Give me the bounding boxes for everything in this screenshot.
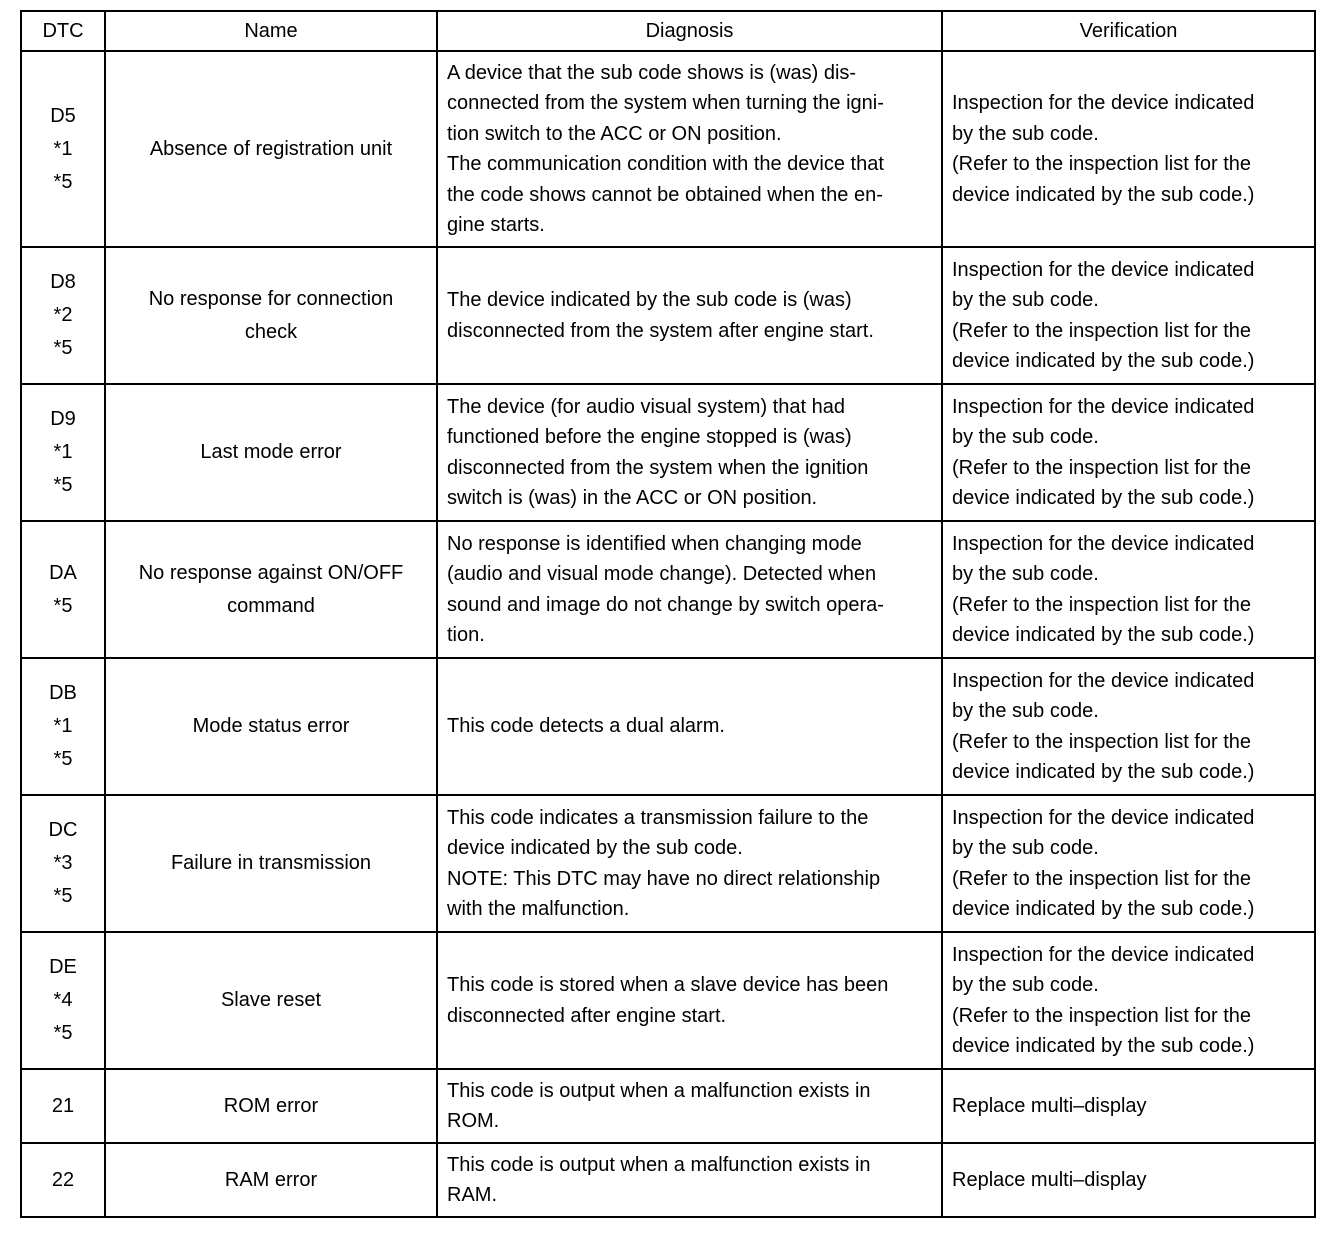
diagnosis-cell-line: This code detects a dual alarm.: [447, 715, 725, 738]
verification-cell-line: device indicated by the sub code.): [952, 624, 1255, 646]
diagnosis-cell: [437, 932, 942, 1069]
diagnosis-cell-line: the code shows cannot be obtained when the en-: [447, 183, 883, 206]
verification-cell-line: (Refer to the inspection list for the: [952, 456, 1252, 479]
name-cell-line: Absence of registration unit: [149, 137, 393, 160]
dtc-cell-line: *4: [53, 989, 73, 1011]
dtc-cell: [21, 1143, 105, 1217]
verification-cell-line: (Refer to the inspection list for the: [952, 1004, 1252, 1027]
dtc-cell-line: *5: [53, 337, 73, 359]
table-row: [21, 521, 1315, 658]
dtc-cell-line: *1: [53, 137, 73, 160]
dtc-cell-line: D5: [50, 104, 76, 127]
diagnosis-cell: [437, 51, 942, 247]
dtc-cell-line: *5: [53, 474, 73, 496]
diagnosis-cell-line: No response is identified when changing mode: [447, 532, 862, 555]
verification-cell: [942, 795, 1315, 932]
name-cell: [105, 51, 437, 247]
diagnosis-cell-line: NOTE: This DTC may have no direct relationship: [447, 867, 881, 890]
name-cell-line: Failure in transmission: [170, 852, 372, 874]
dtc-cell-line: *1: [53, 715, 73, 737]
diagnosis-cell-line: disconnected from the system after engine start.: [447, 319, 874, 342]
verification-cell-line: Inspection for the device indicated: [952, 258, 1255, 281]
diagnosis-cell-line: sound and image do not change by switch opera-: [447, 593, 884, 616]
name-cell: [105, 1069, 437, 1143]
verification-cell-line: (Refer to the inspection list for the: [952, 153, 1252, 175]
verification-cell-line: Inspection for the device indicated: [952, 669, 1255, 692]
dtc-cell-line: *5: [53, 885, 73, 907]
table-row: [21, 247, 1315, 384]
verification-cell-line: device indicated by the sub code.): [952, 350, 1255, 372]
name-cell: [105, 795, 437, 932]
header-name: Name: [105, 11, 437, 51]
dtc-cell: [21, 521, 105, 658]
table-header: [21, 11, 1315, 51]
verification-cell-line: Inspection for the device indicated: [952, 92, 1255, 114]
verification-cell: [942, 247, 1315, 384]
name-cell-line: command: [227, 594, 315, 617]
verification-cell: [942, 1143, 1315, 1217]
dtc-cell: [21, 795, 105, 932]
verification-cell-line: (Refer to the inspection list for the: [952, 593, 1252, 616]
dtc-cell-line: DA: [49, 561, 77, 584]
name-cell: [105, 521, 437, 658]
verification-cell-line: Inspection for the device indicated: [952, 532, 1255, 555]
verification-cell-line: Replace multi–display: [952, 1094, 1147, 1117]
name-cell: [105, 658, 437, 795]
diagnosis-cell-line: connected from the system when turning the igni-: [447, 92, 884, 114]
header-dtc: DTC: [21, 11, 105, 51]
dtc-cell-line: DC: [48, 819, 78, 841]
verification-cell-line: Replace multi–display: [952, 1168, 1147, 1191]
name-cell-line: No response against ON/OFF: [138, 561, 404, 584]
table-row: [21, 1069, 1315, 1143]
verification-cell-line: by the sub code.: [952, 289, 1099, 311]
verification-cell-line: (Refer to the inspection list for the: [952, 867, 1252, 890]
table-row: [21, 1143, 1315, 1217]
dtc-cell-line: D9: [50, 408, 76, 430]
dtc-cell-line: *5: [53, 594, 73, 617]
dtc-cell-line: DB: [49, 682, 77, 704]
name-cell: [105, 932, 437, 1069]
table-row: [21, 932, 1315, 1069]
verification-cell-line: device indicated by the sub code.): [952, 487, 1255, 509]
diagnosis-cell-line: A device that the sub code shows is (was) dis-: [447, 61, 857, 84]
verification-cell-line: Inspection for the device indicated: [952, 806, 1255, 829]
dtc-cell-line: 22: [51, 1168, 75, 1191]
diagnosis-cell-line: ROM.: [447, 1110, 500, 1132]
dtc-cell-line: *1: [53, 441, 73, 463]
dtc-cell: [21, 384, 105, 521]
dtc-cell-line: *2: [53, 304, 73, 326]
verification-cell: [942, 1069, 1315, 1143]
diagnosis-cell-line: with the malfunction.: [447, 898, 630, 920]
diagnosis-cell-line: This code is stored when a slave device has been: [447, 974, 889, 996]
header-verification: Verification: [942, 11, 1315, 51]
diagnosis-cell: [437, 247, 942, 384]
diagnosis-cell-line: The communication condition with the device that: [447, 153, 884, 175]
table-row: [21, 384, 1315, 521]
dtc-cell: [21, 932, 105, 1069]
diagnosis-cell-line: RAM.: [447, 1184, 497, 1206]
dtc-cell: [21, 247, 105, 384]
dtc-cell-line: DE: [49, 956, 77, 978]
name-cell-line: Slave reset: [220, 989, 322, 1011]
name-cell-line: No response for connection: [148, 287, 394, 310]
diagnosis-cell: [437, 384, 942, 521]
name-cell-line: RAM error: [224, 1168, 318, 1191]
name-cell: [105, 1143, 437, 1217]
diagnosis-cell: [437, 658, 942, 795]
dtc-cell-line: *5: [53, 1022, 73, 1044]
diagnosis-cell-line: device indicated by the sub code.: [447, 837, 743, 859]
diagnosis-cell: [437, 1069, 942, 1143]
verification-cell-line: by the sub code.: [952, 122, 1099, 145]
diagnosis-cell-line: functioned before the engine stopped is (was): [447, 426, 852, 448]
header-row: [21, 11, 1315, 51]
diagnosis-cell-line: disconnected after engine start.: [447, 1004, 727, 1027]
diagnosis-cell-line: gine starts.: [447, 214, 545, 236]
diagnosis-cell-line: (audio and visual mode change). Detected when: [447, 563, 877, 585]
diagnosis-cell-line: tion switch to the ACC or ON position.: [447, 122, 782, 145]
verification-cell-line: Inspection for the device indicated: [952, 943, 1255, 966]
table-row: [21, 51, 1315, 247]
verification-cell-line: by the sub code.: [952, 700, 1099, 722]
verification-cell: [942, 932, 1315, 1069]
diagnosis-cell-line: This code is output when a malfunction exists in: [447, 1153, 871, 1176]
verification-cell-line: by the sub code.: [952, 563, 1099, 585]
dtc-table: [20, 10, 1316, 1218]
name-cell-line: check: [244, 320, 298, 343]
dtc-cell-line: 21: [51, 1094, 75, 1117]
dtc-cell-line: *3: [53, 852, 73, 874]
dtc-cell: [21, 1069, 105, 1143]
name-cell: [105, 247, 437, 384]
dtc-cell-line: *5: [53, 170, 73, 193]
verification-cell-line: by the sub code.: [952, 426, 1099, 448]
name-cell-line: ROM error: [223, 1094, 319, 1117]
diagnosis-cell-line: switch is (was) in the ACC or ON position.: [447, 487, 818, 509]
verification-cell: [942, 658, 1315, 795]
verification-cell-line: device indicated by the sub code.): [952, 183, 1255, 206]
verification-cell: [942, 521, 1315, 658]
name-cell-line: Mode status error: [192, 715, 350, 737]
diagnosis-cell-line: This code is output when a malfunction exists in: [447, 1079, 871, 1102]
dtc-cell-line: *5: [53, 748, 73, 770]
diagnosis-cell-line: The device indicated by the sub code is (was): [447, 289, 852, 311]
dtc-cell-line: D8: [50, 271, 76, 293]
verification-cell: [942, 51, 1315, 247]
verification-cell-line: by the sub code.: [952, 837, 1099, 859]
diagnosis-cell: [437, 795, 942, 932]
diagnosis-cell-line: disconnected from the system when the ignition: [447, 456, 869, 479]
diagnosis-cell-line: This code indicates a transmission failure to the: [447, 806, 869, 829]
name-cell-line: Last mode error: [200, 441, 342, 463]
verification-cell-line: (Refer to the inspection list for the: [952, 319, 1252, 342]
diagnosis-cell-line: The device (for audio visual system) that had: [447, 395, 845, 418]
verification-cell-line: device indicated by the sub code.): [952, 761, 1255, 783]
diagnosis-cell-line: tion.: [447, 624, 485, 646]
name-cell: [105, 384, 437, 521]
dtc-cell: [21, 658, 105, 795]
verification-cell-line: device indicated by the sub code.): [952, 1035, 1255, 1057]
verification-cell: [942, 384, 1315, 521]
verification-cell-line: device indicated by the sub code.): [952, 898, 1255, 920]
verification-cell-line: by the sub code.: [952, 974, 1099, 996]
verification-cell-line: Inspection for the device indicated: [952, 395, 1255, 418]
header-diagnosis: Diagnosis: [437, 11, 942, 51]
table-row: [21, 795, 1315, 932]
diagnosis-cell: [437, 521, 942, 658]
verification-cell-line: (Refer to the inspection list for the: [952, 730, 1252, 753]
dtc-cell: [21, 51, 105, 247]
diagnosis-cell: [437, 1143, 942, 1217]
table-body: [21, 51, 1315, 1217]
table-row: [21, 658, 1315, 795]
